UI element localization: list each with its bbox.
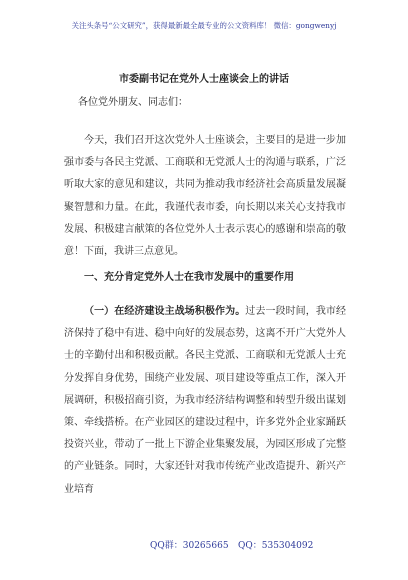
paragraph-2-body: 过去一段时间，我市经济保持了稳中有进、稳中向好的发展态势，这离不开广大党外人士的辛勤付出和积极贡献。各民主党派、工商联和无党派人士充分发挥自身优势，围绕产业发展、项目建设等重点工作，深入开展调研，积极招商引资，为我市经济结构调整和转型升级出谋划策、牵线搭桥。在产业园区的建设过程中，许多党外企业家踊跃投资兴业，带动了一批上下游企业集聚发展，为园区形成了完整的产业链条。同时，大家还针对我市传统产业改造提升、新兴产业培育 [64, 306, 347, 495]
paragraph-2 [64, 301, 346, 501]
paragraph-1-text: 今天，我们召开这次党外人士座谈会，主要目的是进一步加强市委与各民主党派、工商联和无党派人士的沟通与联系，广泛听取大家的意见和建议，共同为推动我市经济社会高质量发展凝聚智慧和力量。在此，我谨代表市委，向长期以来关心支持我市发展、积极建言献策的各位党外人士表示衷心的感谢和崇高的敬意！下面，我讲三点意见。 [64, 135, 346, 258]
greeting: 各位党外朋友、同志们： [78, 97, 188, 108]
footer-qq: QQ：535304092 [238, 541, 314, 551]
paragraph-1 [64, 130, 346, 263]
paragraph-2-lead: （一）在经济建设主战场积极作为。 [84, 306, 246, 317]
document-title: 市委副书记在党外人士座谈会上的讲话 [119, 74, 289, 85]
section-heading-1: 一、充分肯定党外人士在我市发展中的重要作用 [84, 272, 294, 283]
header-note: 关注头条号“公文研究”，获得最新最全最专业的公文资料库！ 微信：gongwenyj [71, 21, 337, 30]
footer-qq-group: QQ群：30265665 [150, 541, 229, 551]
paragraph-2-text [64, 301, 346, 501]
